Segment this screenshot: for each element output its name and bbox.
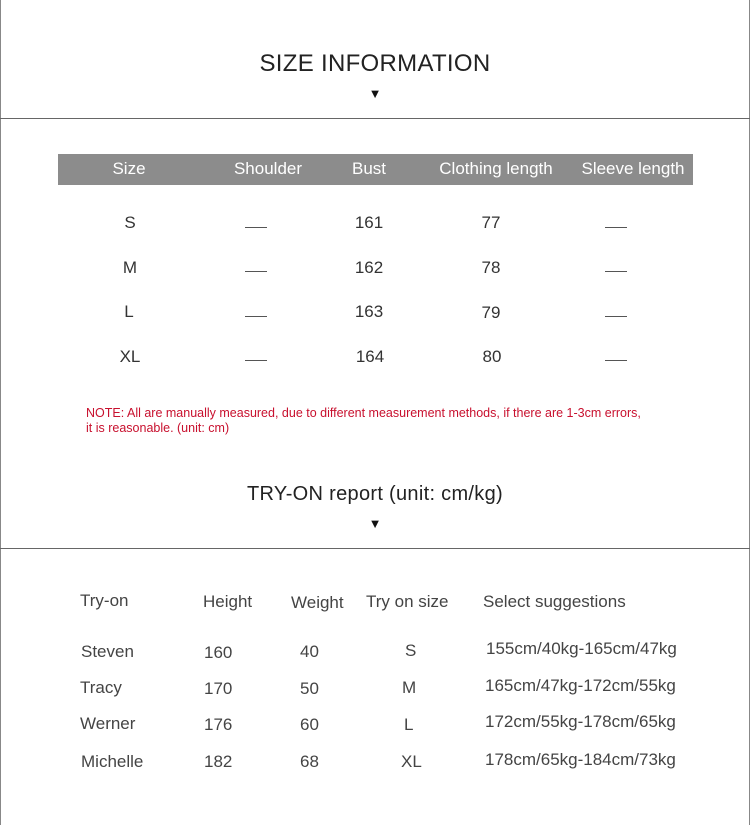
size-table-header: [58, 154, 693, 185]
shoulder-empty-dash: [245, 271, 267, 272]
tryon-name: Michelle: [81, 752, 144, 771]
length-cell: 80: [482, 347, 502, 366]
tryon-suggestion: 178cm/65kg-184cm/73kg: [485, 750, 676, 769]
header-clothing-length: Clothing length: [439, 159, 553, 178]
size-cell: S: [124, 213, 136, 232]
sleeve-empty-dash: [605, 360, 627, 361]
tryon-arrow-down-icon: ▼: [368, 516, 382, 531]
size-divider: [0, 118, 750, 119]
tryon-suggestion: 155cm/40kg-165cm/47kg: [486, 639, 677, 658]
size-information-title: SIZE INFORMATION: [259, 50, 491, 77]
note-line-2: it is reasonable. (unit: cm): [86, 420, 230, 435]
size-arrow-down-icon: ▼: [368, 86, 382, 101]
tryon-weight: 68: [300, 752, 319, 771]
size-cell: XL: [119, 347, 141, 366]
tryon-height: 182: [204, 752, 233, 771]
header-height: Height: [203, 592, 253, 611]
header-size: Size: [112, 159, 146, 178]
size-cell: L: [124, 302, 134, 321]
measurement-note: [86, 406, 726, 435]
tryon-weight: 60: [300, 715, 319, 734]
length-cell: 78: [481, 258, 501, 277]
length-cell: 77: [481, 213, 501, 232]
shoulder-empty-dash: [245, 360, 267, 361]
tryon-height: 176: [204, 715, 233, 734]
header-weight: Weight: [291, 593, 344, 612]
tryon-suggestion: 165cm/47kg-172cm/55kg: [485, 676, 676, 695]
sleeve-empty-dash: [605, 316, 627, 317]
sleeve-empty-dash: [605, 227, 627, 228]
tryon-height: 160: [204, 643, 233, 662]
tryon-name: Tracy: [80, 678, 122, 697]
shoulder-empty-dash: [245, 316, 267, 317]
length-cell: 79: [481, 303, 501, 322]
header-bust: Bust: [351, 159, 387, 178]
tryon-suggestion: 172cm/55kg-178cm/65kg: [485, 712, 676, 731]
tryon-name: Werner: [80, 714, 136, 733]
tryon-size: S: [405, 641, 417, 660]
sleeve-empty-dash: [605, 271, 627, 272]
tryon-size: XL: [401, 752, 422, 771]
tryon-name: Steven: [81, 642, 134, 661]
left-border: [0, 0, 1, 825]
tryon-size: M: [402, 678, 417, 697]
header-sleeve-length: Sleeve length: [581, 159, 685, 178]
shoulder-empty-dash: [245, 227, 267, 228]
tryon-weight: 50: [300, 679, 319, 698]
bust-cell: 164: [355, 347, 385, 366]
tryon-report-title: TRY-ON report (unit: cm/kg): [247, 483, 503, 505]
tryon-height: 170: [204, 679, 233, 698]
bust-cell: 163: [354, 302, 384, 321]
header-shoulder: Shoulder: [233, 159, 303, 178]
note-line-1: NOTE: All are manually measured, due to different measurement methods, if there are 1-3cm errors,: [86, 406, 641, 420]
header-select-suggestions: Select suggestions: [483, 592, 626, 611]
size-cell: M: [122, 258, 138, 277]
header-try-on-size: Try on size: [366, 592, 449, 611]
tryon-divider: [0, 548, 750, 549]
header-try-on: Try-on: [80, 591, 129, 610]
tryon-weight: 40: [300, 642, 319, 661]
bust-cell: 161: [354, 213, 384, 232]
tryon-size: L: [404, 715, 414, 734]
bust-cell: 162: [354, 258, 384, 277]
